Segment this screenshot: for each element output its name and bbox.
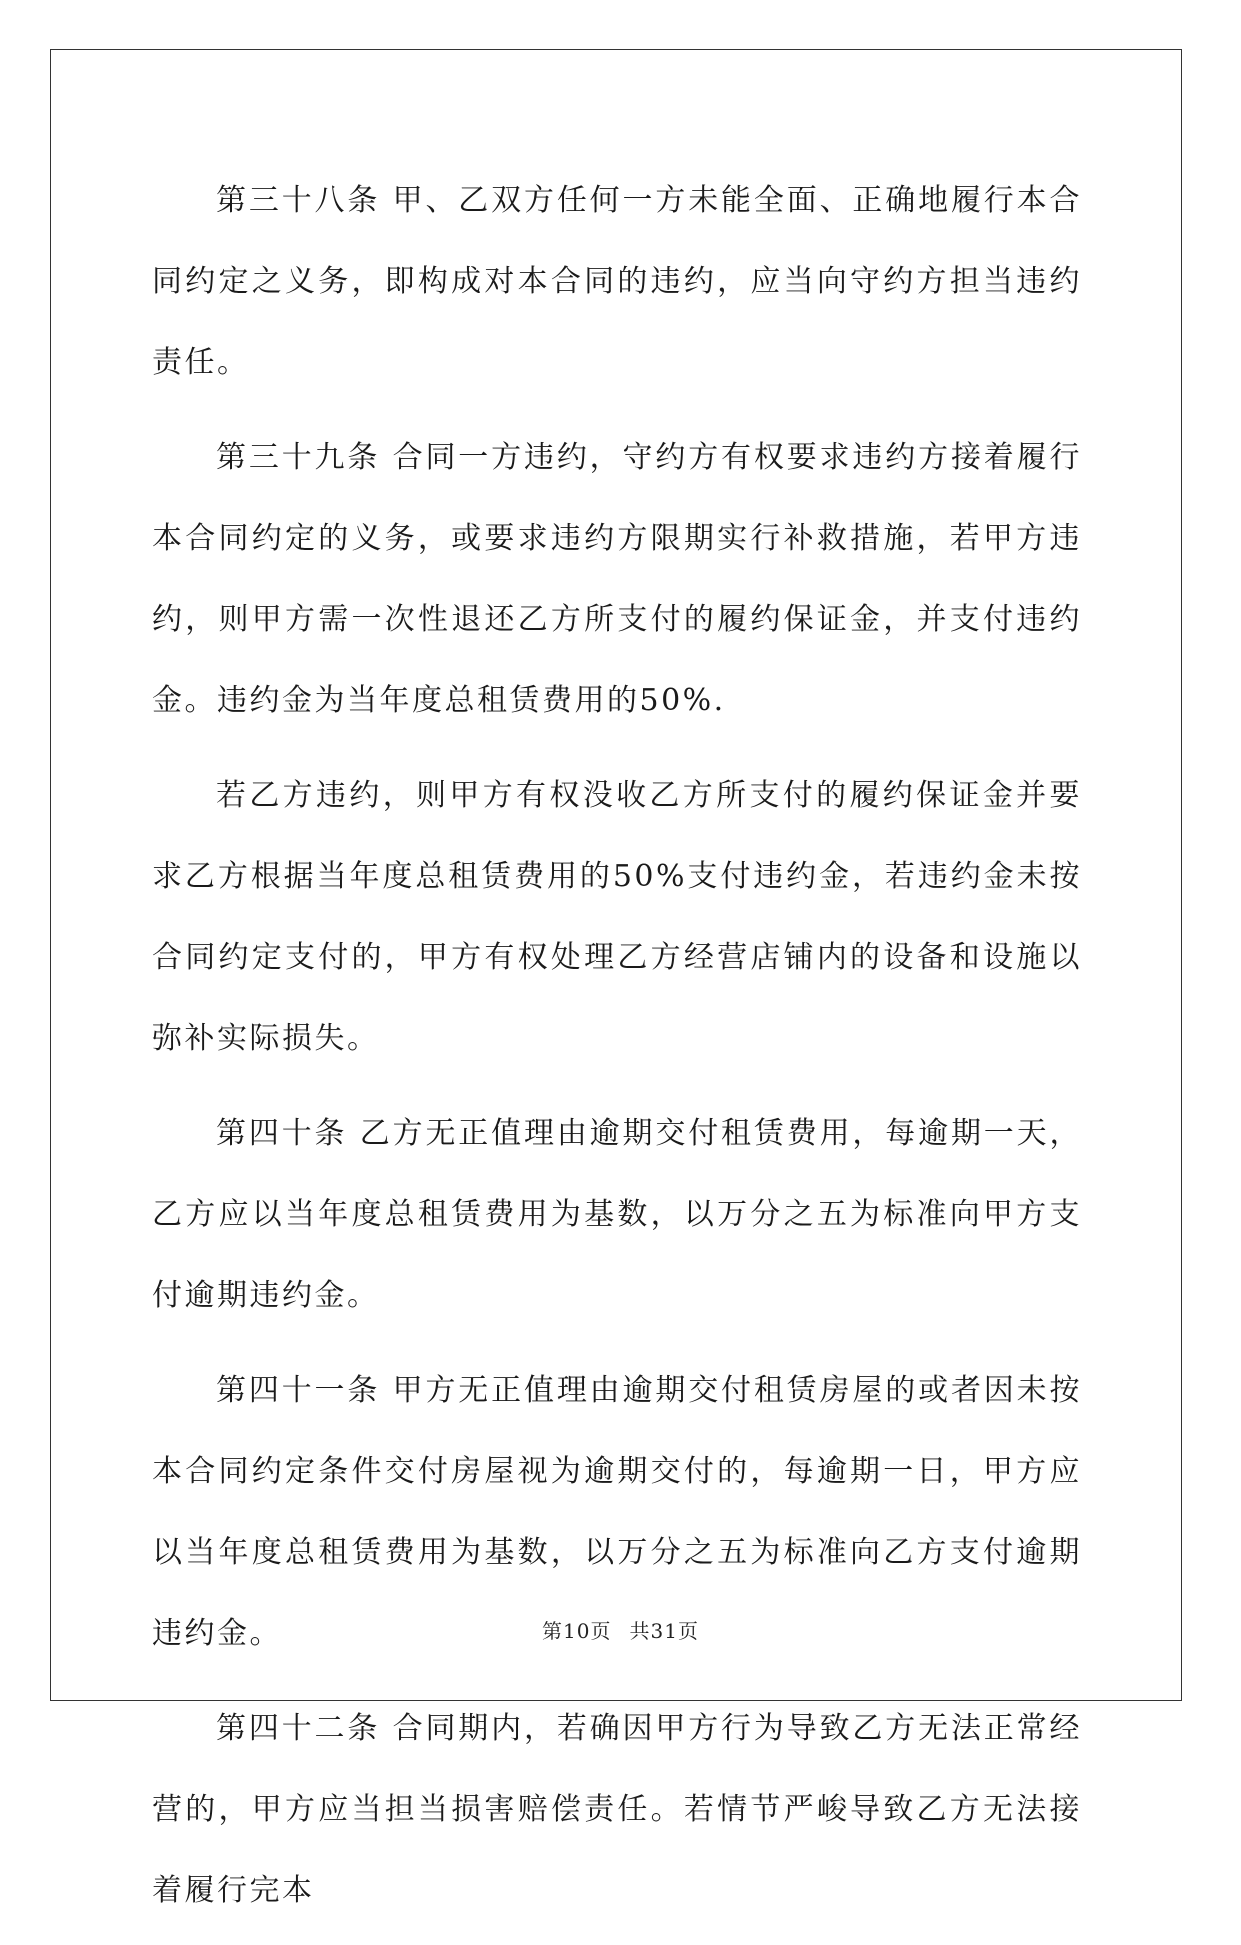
page-footer (0, 1615, 1241, 1644)
page-number-current: 第10页 (542, 1619, 612, 1643)
document-body (152, 160, 1082, 1945)
paragraph-article-40: 第四十条 乙方无正值理由逾期交付租赁费用，每逾期一天，乙方应以当年度总租赁费用为基数，以万分之五为标准向甲方支付逾期违约金。 (152, 1116, 1082, 1313)
paragraph-article-39: 第三十九条 合同一方违约，守约方有权要求违约方接着履行本合同约定的义务，或要求违约方限期实行补救措施，若甲方违约，则甲方需一次性退还乙方所支付的履约保证金，并支付违约金。违约金为当年度总租赁费用的50%. (152, 440, 1082, 718)
paragraph-article-38: 第三十八条 甲、乙双方任何一方未能全面、正确地履行本合同约定之义务，即构成对本合同的违约，应当向守约方担当违约责任。 (152, 183, 1082, 380)
paragraph-article-42: 第四十二条 合同期内，若确因甲方行为导致乙方无法正常经营的，甲方应当担当损害赔偿责任。若情节严峻导致乙方无法接着履行完本 (152, 1711, 1082, 1908)
paragraph-article-41: 第四十一条 甲方无正值理由逾期交付租赁房屋的或者因未按本合同约定条件交付房屋视为逾期交付的，每逾期一日，甲方应以当年度总租赁费用为基数，以万分之五为标准向乙方支付逾期违约金。 (152, 1373, 1082, 1651)
page-number-total: 共31页 (629, 1619, 699, 1643)
paragraph-party-b-breach: 若乙方违约，则甲方有权没收乙方所支付的履约保证金并要求乙方根据当年度总租赁费用的50%支付违约金，若违约金未按合同约定支付的，甲方有权处理乙方经营店铺内的设备和设施以弥补实际损失。 (152, 778, 1082, 1056)
